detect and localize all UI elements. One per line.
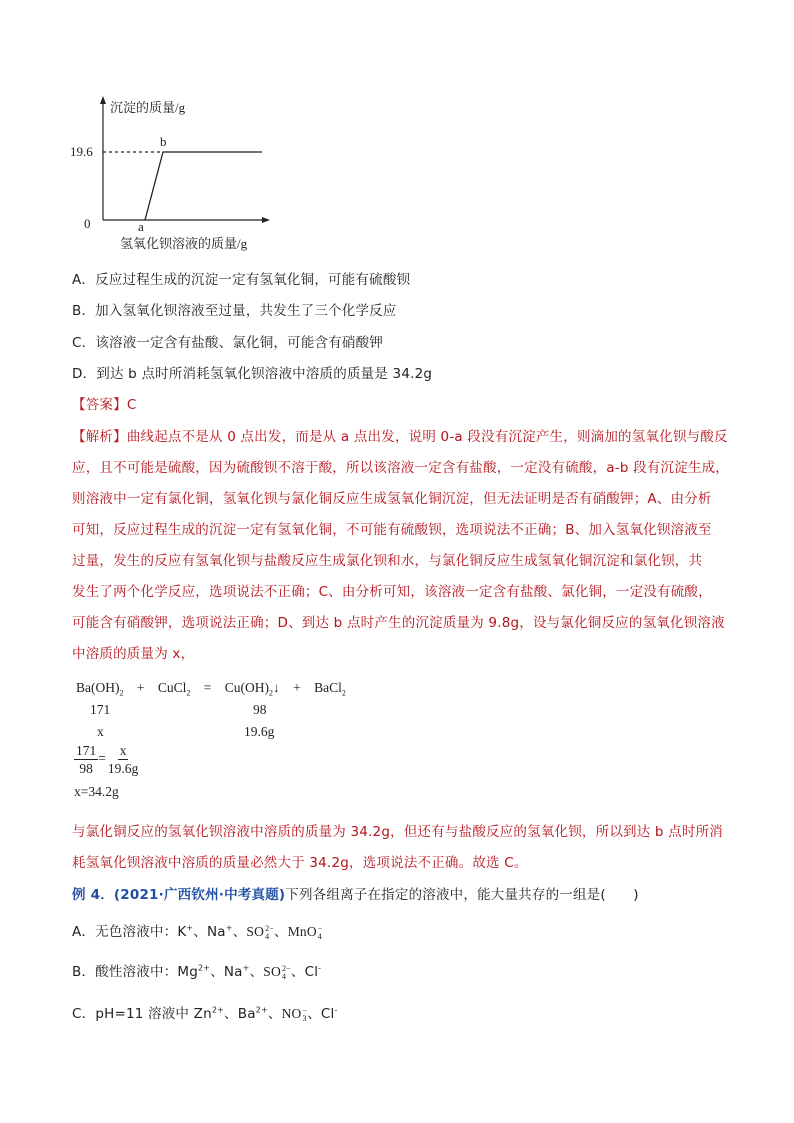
reactant-1: $Ba(OH)_2$ bbox=[76, 680, 124, 698]
fraction-right: $\frac{x}{19.6g}$ bbox=[107, 743, 139, 776]
ion-sulfate-b: SO 2− 4 bbox=[263, 963, 291, 981]
result-line: x=34.2g bbox=[74, 784, 119, 799]
point-b-label: b bbox=[160, 134, 167, 149]
y-tick-19-6: 19.6 bbox=[70, 144, 93, 159]
x-axis-label: 氢氧化钡溶液的质量/g bbox=[120, 236, 248, 251]
reactant-2: CuCl$_2$ bbox=[157, 680, 191, 698]
analysis-line-4: 可知，反应过程生成的沉淀一定有氢氧化铜，不可能有硫酸钡，选项说法不正确；B、加入氢氧化钡溶液至 bbox=[72, 522, 712, 538]
mass-19-6g: 19.6g bbox=[244, 724, 275, 739]
y-axis-label: 沉淀的质量/g bbox=[110, 100, 186, 115]
proportion bbox=[74, 742, 140, 777]
analysis-line-6: 发生了两个化学反应，选项说法不正确；C、由分析可知，该溶液一定含有盐酸、氯化铜，一定没有硫酸， bbox=[72, 584, 712, 600]
chemical-equation bbox=[76, 680, 346, 698]
plus-1: + bbox=[136, 680, 145, 695]
analysis-line-7: 可能含有硝酸钾，选项说法正确；D、到达 b 点时产生的沉淀质量为 9.8g，设与氯化铜反应的氢氧化钡溶液 bbox=[72, 615, 725, 631]
analysis-line-5: 过量，发生的反应有氢氧化钡与盐酸反应生成氯化钡和水，与氯化铜反应生成氢氧化铜沉淀和氯化钡，共 bbox=[72, 553, 703, 569]
example-4-source: (2021·广西钦州·中考真题) bbox=[113, 887, 286, 903]
precipitate-curve bbox=[145, 152, 262, 220]
unknown-x: x bbox=[97, 724, 104, 739]
molar-mass-171: 171 bbox=[90, 702, 111, 717]
answer-line bbox=[72, 393, 136, 413]
plus-2: + bbox=[293, 680, 301, 695]
option-c: C．该溶液一定含有盐酸、氯化铜，可能含有硝酸钾 bbox=[72, 335, 384, 351]
point-a-label: a bbox=[138, 219, 144, 234]
analysis-line-3: 则溶液中一定有氯化铜，氢氧化钡与氯化铜反应生成氢氧化铜沉淀，但无法证明是否有硝酸钾；A、由分析 bbox=[72, 491, 712, 507]
example-4-option-b: B．酸性溶液中：$Mg^{2+}$、Na+、SO 2− 4 、Cl- bbox=[72, 963, 322, 981]
y-axis-arrow bbox=[100, 96, 106, 104]
fraction-left: $\frac{171}{98}$ bbox=[76, 743, 97, 776]
option-b: B．加入氢氧化钡溶液至过量，共发生了三个化学反应 bbox=[72, 303, 397, 319]
analysis-label: 【解析】 bbox=[72, 429, 127, 445]
example-4-option-a: A．无色溶液中：K+、Na+、SO 2− 4 、MnO − 4 bbox=[72, 923, 323, 941]
analysis-text-1: 曲线起点不是从 0 点出发，而是从 a 点出发，说明 0-a 段没有沉淀产生，则滴加的氢氧化钡与酸反 bbox=[126, 429, 728, 445]
precipitate-mass-graph bbox=[70, 90, 290, 255]
example-4-label: 例 4． bbox=[72, 887, 114, 903]
molar-mass-98: 98 bbox=[253, 702, 267, 717]
conclusion-line-1: 与氯化铜反应的氢氧化钡溶液中溶质的质量为 34.2g，但还有与盐酸反应的氢氧化钡，所以到达 b 点时所消 bbox=[72, 824, 723, 840]
analysis-line-2: 应，且不可能是硫酸，因为硫酸钡不溶于酸，所以该溶液一定含有盐酸，一定没有硫酸，a-b 段有沉淀生成， bbox=[72, 460, 730, 476]
option-a: A．反应过程生成的沉淀一定有氢氧化铜，可能有硫酸钡 bbox=[72, 272, 411, 288]
analysis-line-1 bbox=[72, 425, 728, 445]
x-axis-arrow bbox=[262, 217, 270, 223]
product-1: $Cu(OH)_2↓$ bbox=[224, 680, 280, 698]
example-4-question bbox=[72, 883, 639, 903]
origin-label: 0 bbox=[84, 216, 91, 231]
ion-nitrate: NO − 3 bbox=[281, 1005, 308, 1023]
analysis-line-8: 中溶质的质量为 x， bbox=[72, 646, 195, 662]
option-d: D．到达 b 点时所消耗氢氧化钡溶液中溶质的质量是 34.2g bbox=[72, 366, 433, 382]
conclusion-line-2: 耗氢氧化钡溶液中溶质的质量必然大于 34.2g，选项说法不正确。故选 C。 bbox=[72, 855, 528, 871]
fraction-equals: = bbox=[98, 750, 106, 766]
answer-label: 【答案】 bbox=[72, 397, 127, 413]
product-2: BaCl$_2$ bbox=[314, 680, 346, 698]
ion-permanganate: MnO − 4 bbox=[287, 923, 323, 941]
equals-sign: = bbox=[203, 680, 212, 695]
example-4-option-c: C．pH=11 溶液中 $Zn^{2+}$、$Ba^{2+}$、NO − 3 、Cl- bbox=[72, 1005, 338, 1023]
answer-value: C bbox=[126, 397, 137, 413]
example-4-text: 下列各组离子在指定的溶液中，能大量共存的一组是( ) bbox=[285, 887, 639, 903]
ion-sulfate: SO 2− 4 bbox=[246, 923, 274, 941]
